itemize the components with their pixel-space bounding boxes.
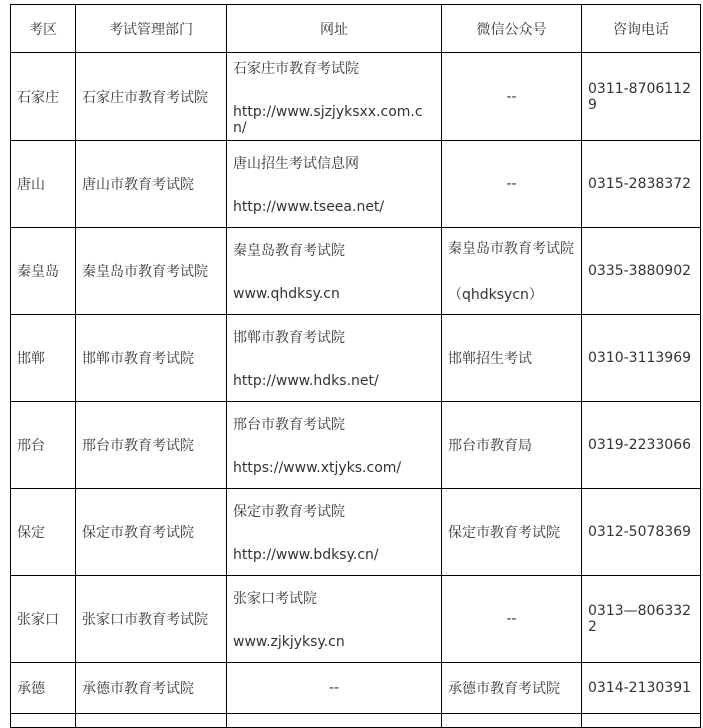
table-row [11,141,701,228]
department-cell: 承德市教育考试院 [76,663,227,714]
wechat-name: 秦皇岛市教育考试院 [448,241,574,257]
header-phone: 咨询电话 [582,5,701,53]
website-url: http://www.hdks.net/ [233,373,379,389]
exam-centers-table-container [10,4,700,728]
website-url: http://www.bdksy.cn/ [233,547,379,563]
department-cell: 秦皇岛市教育考试院 [76,228,227,315]
wechat-cell [442,714,582,728]
department-cell: 张家口市教育考试院 [76,576,227,663]
wechat-cell: 邢台市教育局 [442,402,582,489]
wechat-id: （qhdksycn） [448,287,543,303]
wechat-cell: 承德市教育考试院 [442,663,582,714]
region-cell: 秦皇岛 [11,228,76,315]
website-name: 秦皇岛教育考试院 [233,243,345,259]
department-cell: 邢台市教育考试院 [76,402,227,489]
website-name: 邯郸市教育考试院 [233,330,345,346]
region-cell: 邢台 [11,402,76,489]
wechat-cell [442,228,582,315]
website-name: 保定市教育考试院 [233,504,345,520]
website-url: http://www.sjzjyksxx.com.cn/ [233,103,423,136]
department-cell: 邯郸市教育考试院 [76,315,227,402]
region-cell: 保定 [11,489,76,576]
wechat-cell: 保定市教育考试院 [442,489,582,576]
phone-cell: 0312-5078369 [582,489,701,576]
wechat-cell: 邯郸招生考试 [442,315,582,402]
region-cell: 邯郸 [11,315,76,402]
department-cell: 石家庄市教育考试院 [76,53,227,141]
website-url: www.qhdksy.cn [233,286,340,302]
website-url: http://www.tseea.net/ [233,199,385,215]
website-cell [227,315,442,402]
website-url: https://www.xtjyks.com/ [233,460,402,476]
website-cell [227,489,442,576]
department-cell: 唐山市教育考试院 [76,141,227,228]
wechat-cell: -- [442,576,582,663]
phone-cell [582,714,701,728]
phone-cell: 0311-87061129 [582,53,701,141]
region-cell: 承德 [11,663,76,714]
header-row [11,5,701,53]
region-cell: 张家口 [11,576,76,663]
website-name: 唐山招生考试信息网 [233,156,359,172]
website-url: www.zjkjyksy.cn [233,634,345,650]
table-row [11,663,701,714]
table-row [11,53,701,141]
phone-cell: 0315-2838372 [582,141,701,228]
department-cell [76,714,227,728]
exam-centers-table [10,4,701,728]
website-cell [227,714,442,728]
website-cell [227,576,442,663]
website-name: 石家庄市教育考试院 [233,60,359,77]
region-cell [11,714,76,728]
table-row [11,489,701,576]
region-cell: 唐山 [11,141,76,228]
table-row [11,402,701,489]
website-cell [227,228,442,315]
phone-cell: 0319-2233066 [582,402,701,489]
website-cell [227,53,442,141]
website-name: 邢台市教育考试院 [233,417,345,433]
phone-cell: 0310-3113969 [582,315,701,402]
header-wechat: 微信公众号 [442,5,582,53]
table-row [11,228,701,315]
website-name: 张家口考试院 [233,591,317,607]
header-region: 考区 [11,5,76,53]
website-cell [227,141,442,228]
wechat-cell: -- [442,141,582,228]
website-cell [227,402,442,489]
header-website: 网址 [227,5,442,53]
phone-cell: 0314-2130391 [582,663,701,714]
phone-cell: 0313—8063322 [582,576,701,663]
region-cell: 石家庄 [11,53,76,141]
header-department: 考试管理部门 [76,5,227,53]
wechat-cell: -- [442,53,582,141]
website-cell: -- [227,663,442,714]
department-cell: 保定市教育考试院 [76,489,227,576]
table-row-partial [11,714,701,728]
phone-cell: 0335-3880902 [582,228,701,315]
table-row [11,576,701,663]
table-row [11,315,701,402]
